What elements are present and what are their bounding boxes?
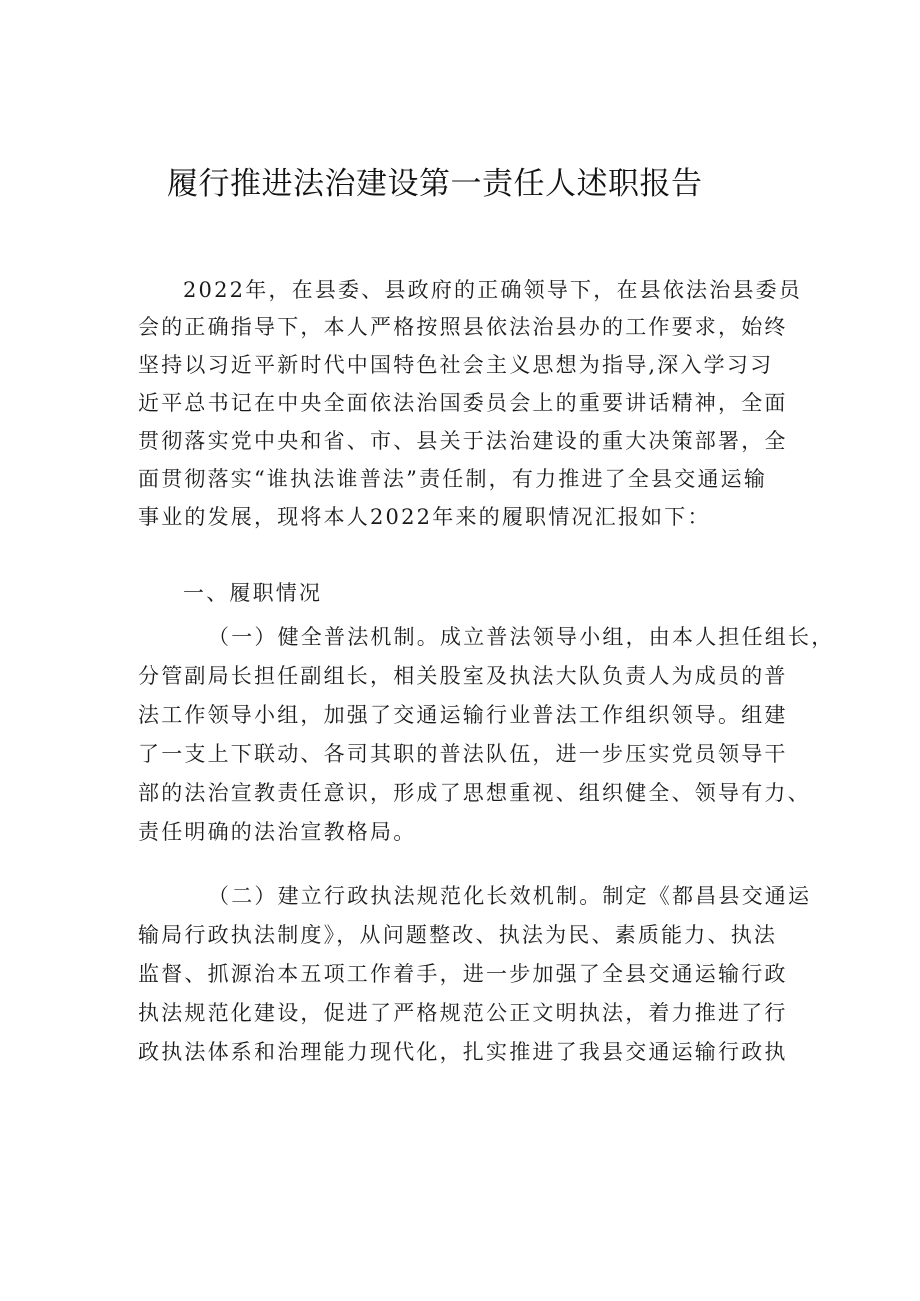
section-heading	[138, 575, 798, 611]
paragraph-line: 会的正确指导下，本人严格按照县依法治县办的工作要求，始终	[138, 315, 788, 339]
paragraph-line: 近平总书记在中央全面依法治国委员会上的重要讲话精神，全面	[138, 391, 788, 415]
section-heading-text: 一、履职情况	[183, 581, 323, 605]
paragraph-line: 贯彻落实党中央和省、市、县关于法治建设的重大决策部署，全	[138, 429, 788, 453]
paragraph-line: 事业的发展，现将本人2022年来的履职情况汇报如下：	[138, 505, 711, 529]
paragraph-line: 面贯彻落实“谁执法谁普法”责任制，有力推进了全县交通运输	[138, 467, 768, 491]
paragraph-line: 2022年，在县委、县政府的正确领导下，在县依法治县委员	[183, 278, 803, 302]
paragraph-line: 法工作领导小组，加强了交通运输行业普法工作组织领导。组建	[138, 703, 788, 727]
paragraph-line: 部的法治宣教责任意识，形成了思想重视、组织健全、领导有力、	[138, 781, 811, 805]
paragraph-line: 监督、抓源治本五项工作着手，进一步加强了全县交通运输行政	[138, 962, 788, 986]
paragraph-line: 责任明确的法治宣教格局。	[138, 820, 417, 844]
paragraph-line: 执法规范化建设，促进了严格规范公正文明执法，着力推进了行	[138, 1001, 788, 1025]
paragraph-line: 输局行政执法制度》，从问题整改、执法为民、素质能力、执法	[138, 923, 778, 947]
paragraph-line: 政执法体系和治理能力现代化，扎实推进了我县交通运输行政执	[138, 1040, 788, 1064]
paragraph-line: 分管副局长担任副组长，相关股室及执法大队负责人为成员的普	[138, 664, 788, 688]
paragraph-intro	[138, 272, 803, 532]
paragraph-line: （一）健全普法机制。成立普法领导小组，由本人担任组长，	[208, 625, 835, 649]
paragraph-one	[138, 619, 835, 849]
paragraph-two	[138, 878, 812, 1088]
document-title: 履行推进法治建设第一责任人述职报告	[167, 166, 703, 202]
paragraph-line: （二）建立行政执法规范化长效机制。制定《都昌县交通运	[208, 884, 812, 908]
paragraph-line: 坚持以习近平新时代中国特色社会主义思想为指导,深入学习习	[138, 353, 774, 377]
paragraph-line: 了一支上下联动、各司其职的普法队伍，进一步压实党员领导干	[138, 742, 788, 766]
